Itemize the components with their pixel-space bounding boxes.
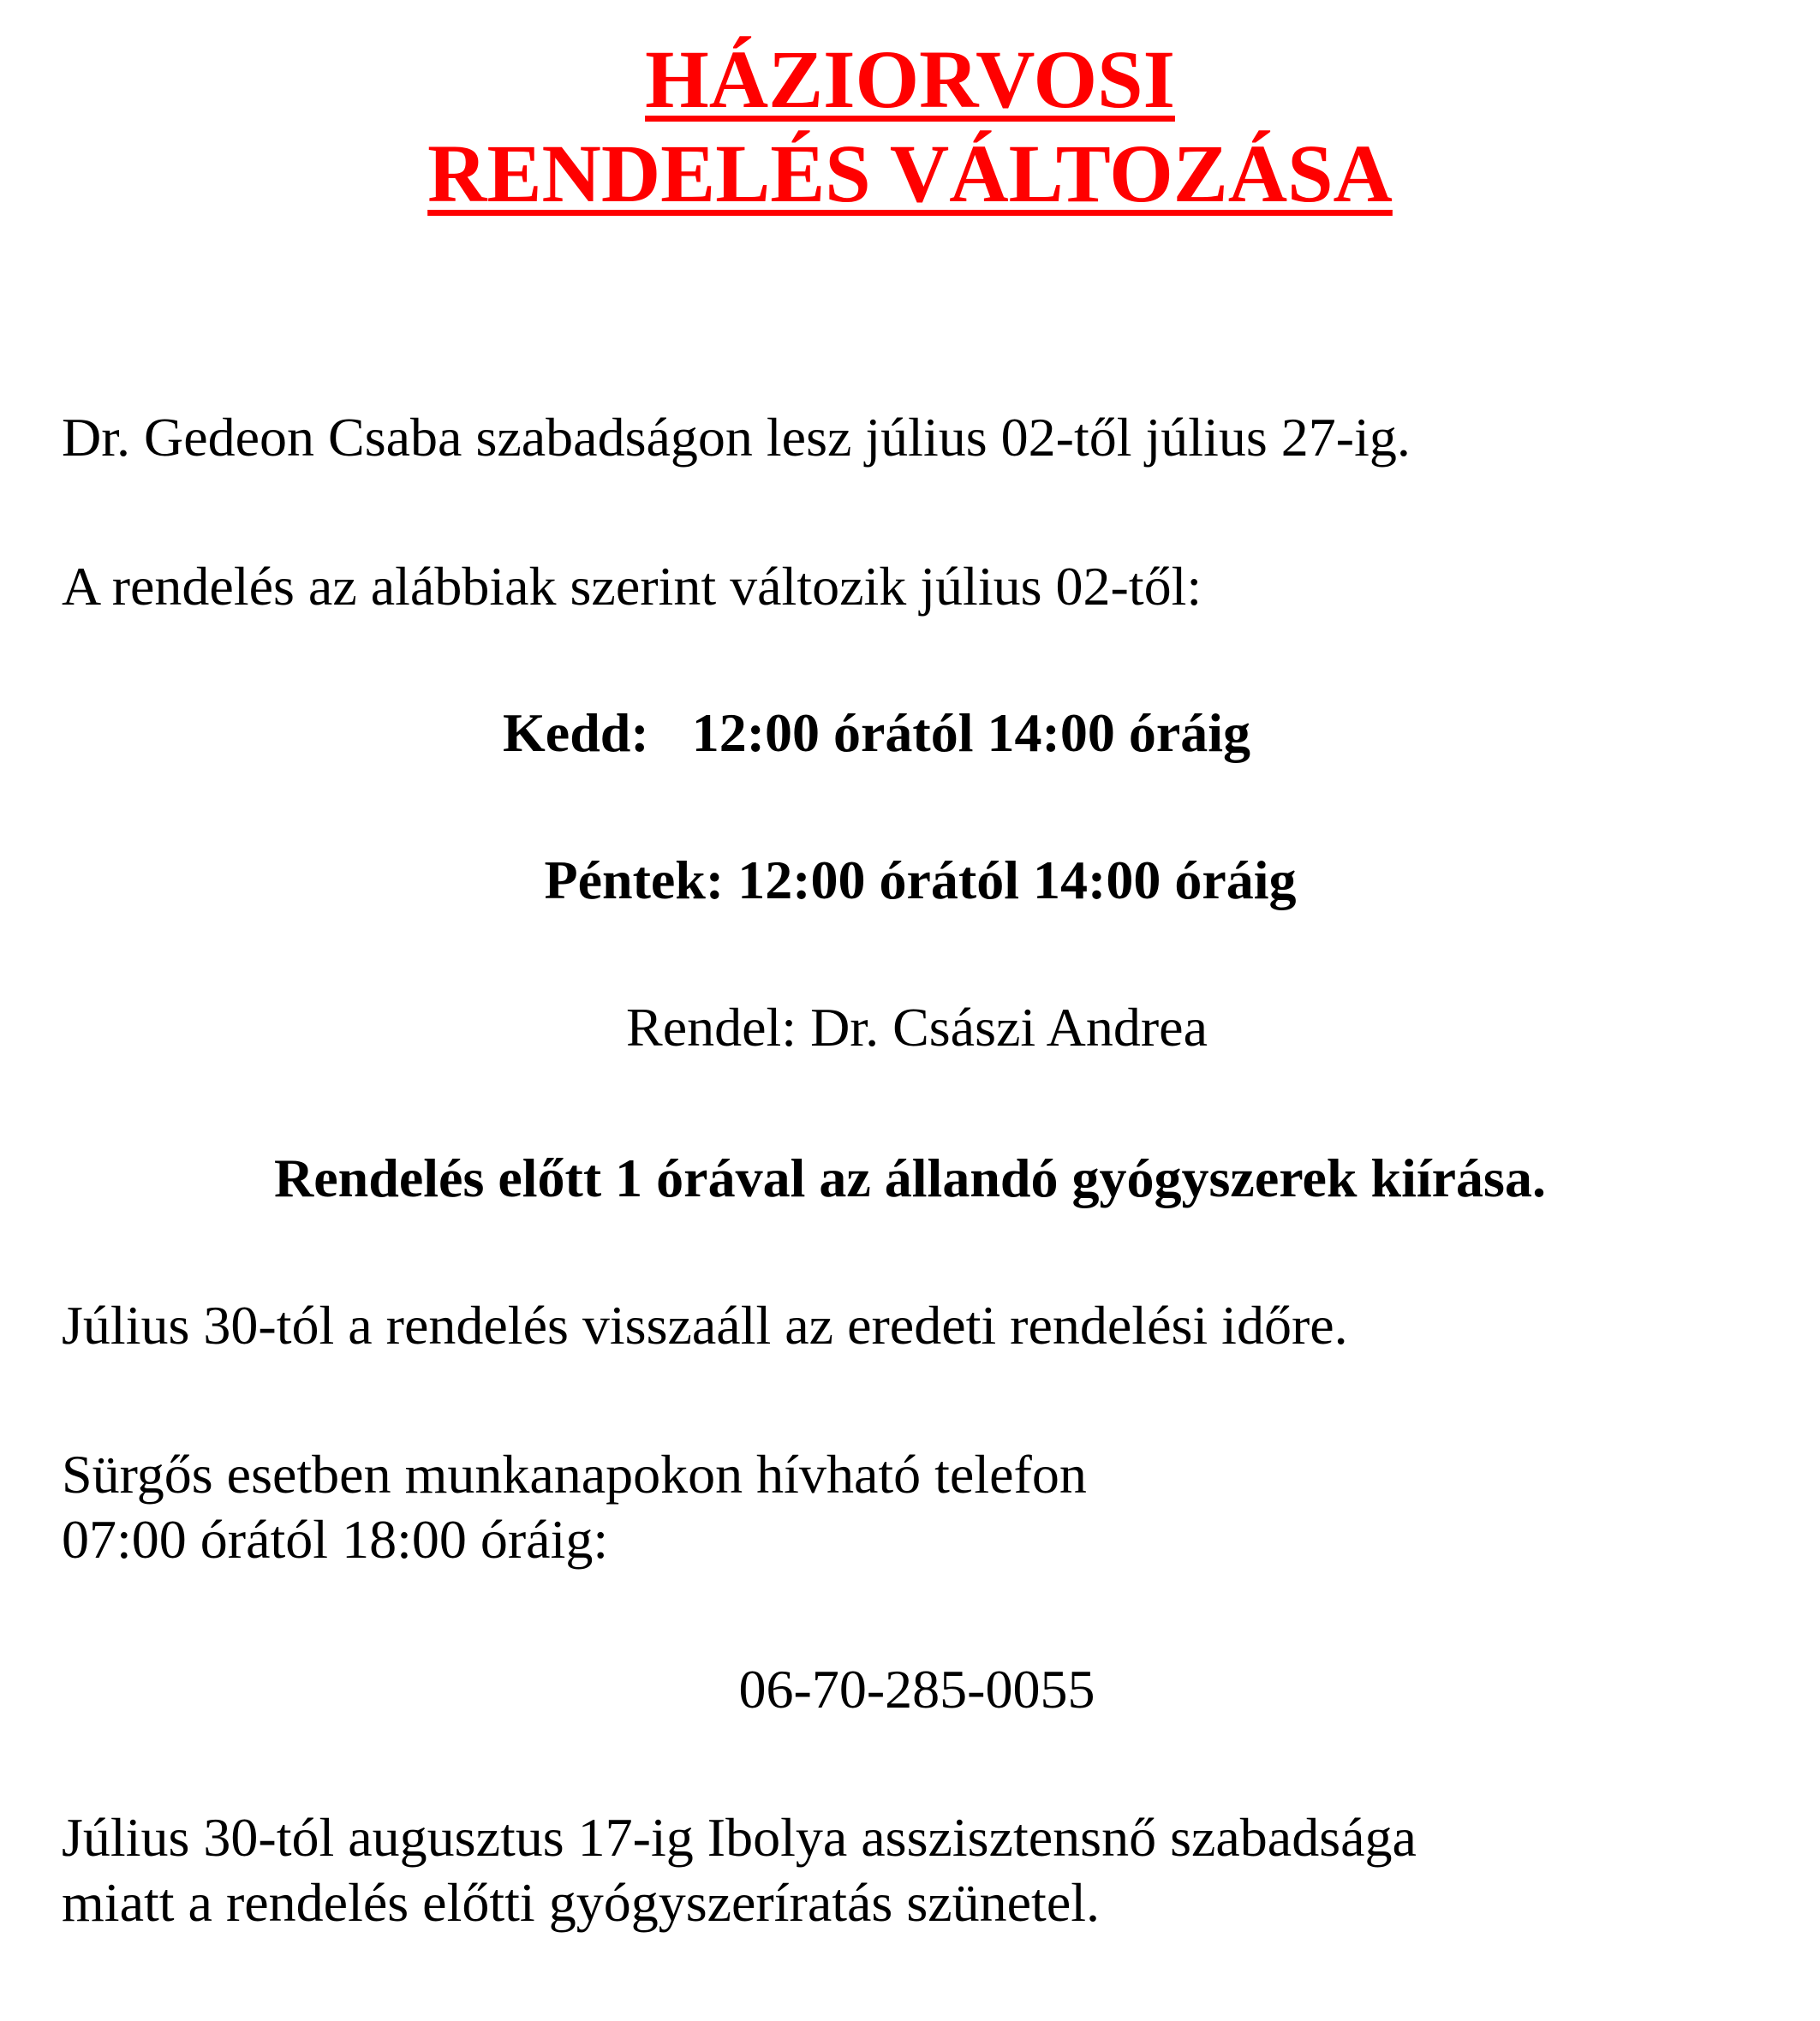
schedule-row-tuesday: [503, 700, 1250, 766]
return-text: Július 30-tól a rendelés visszaáll az eredeti rendelési időre.: [62, 1295, 1348, 1356]
substitute-doctor-text: Rendel: Dr. Császi Andrea: [626, 997, 1208, 1058]
notice-title-line-2-text: RENDELÉS VÁLTOZÁSA: [427, 128, 1393, 219]
notice-title-line-1-text: HÁZIORVOSI: [645, 33, 1175, 125]
schedule-day-tuesday: Kedd:: [503, 702, 649, 763]
urgent-line-1: Sürgős esetben munkanapokon hívható telefon: [62, 1444, 1087, 1505]
urgent-line-2: 07:00 órától 18:00 óráig:: [62, 1509, 609, 1570]
prescription-note: Rendelés előtt 1 órával az állandó gyógyszerek kiírása.: [274, 1148, 1546, 1208]
phone-number: 06-70-285-0055: [738, 1659, 1095, 1720]
notice-title-line-1: [0, 33, 1820, 127]
schedule-hours-tuesday: 12:00 órától 14:00 óráig: [691, 702, 1250, 763]
schedule-row-friday: [10, 848, 1820, 913]
notice-title-line-2: [0, 127, 1820, 221]
schedule-day-friday: Péntek:: [544, 850, 725, 910]
change-intro-text: A rendelés az alábbiak szerint változik július 02-től:: [62, 556, 1202, 617]
assistant-line-1: Július 30-tól augusztus 17-ig Ibolya asszisztensnő szabadsága: [62, 1807, 1417, 1868]
vacation-text: Dr. Gedeon Csaba szabadságon lesz július 02-től július 27-ig.: [62, 407, 1411, 468]
schedule-hours-friday: 12:00 órától 14:00 óráig: [737, 850, 1297, 910]
assistant-line-2: miatt a rendelés előtti gyógyszeríratás szünetel.: [62, 1872, 1100, 1933]
